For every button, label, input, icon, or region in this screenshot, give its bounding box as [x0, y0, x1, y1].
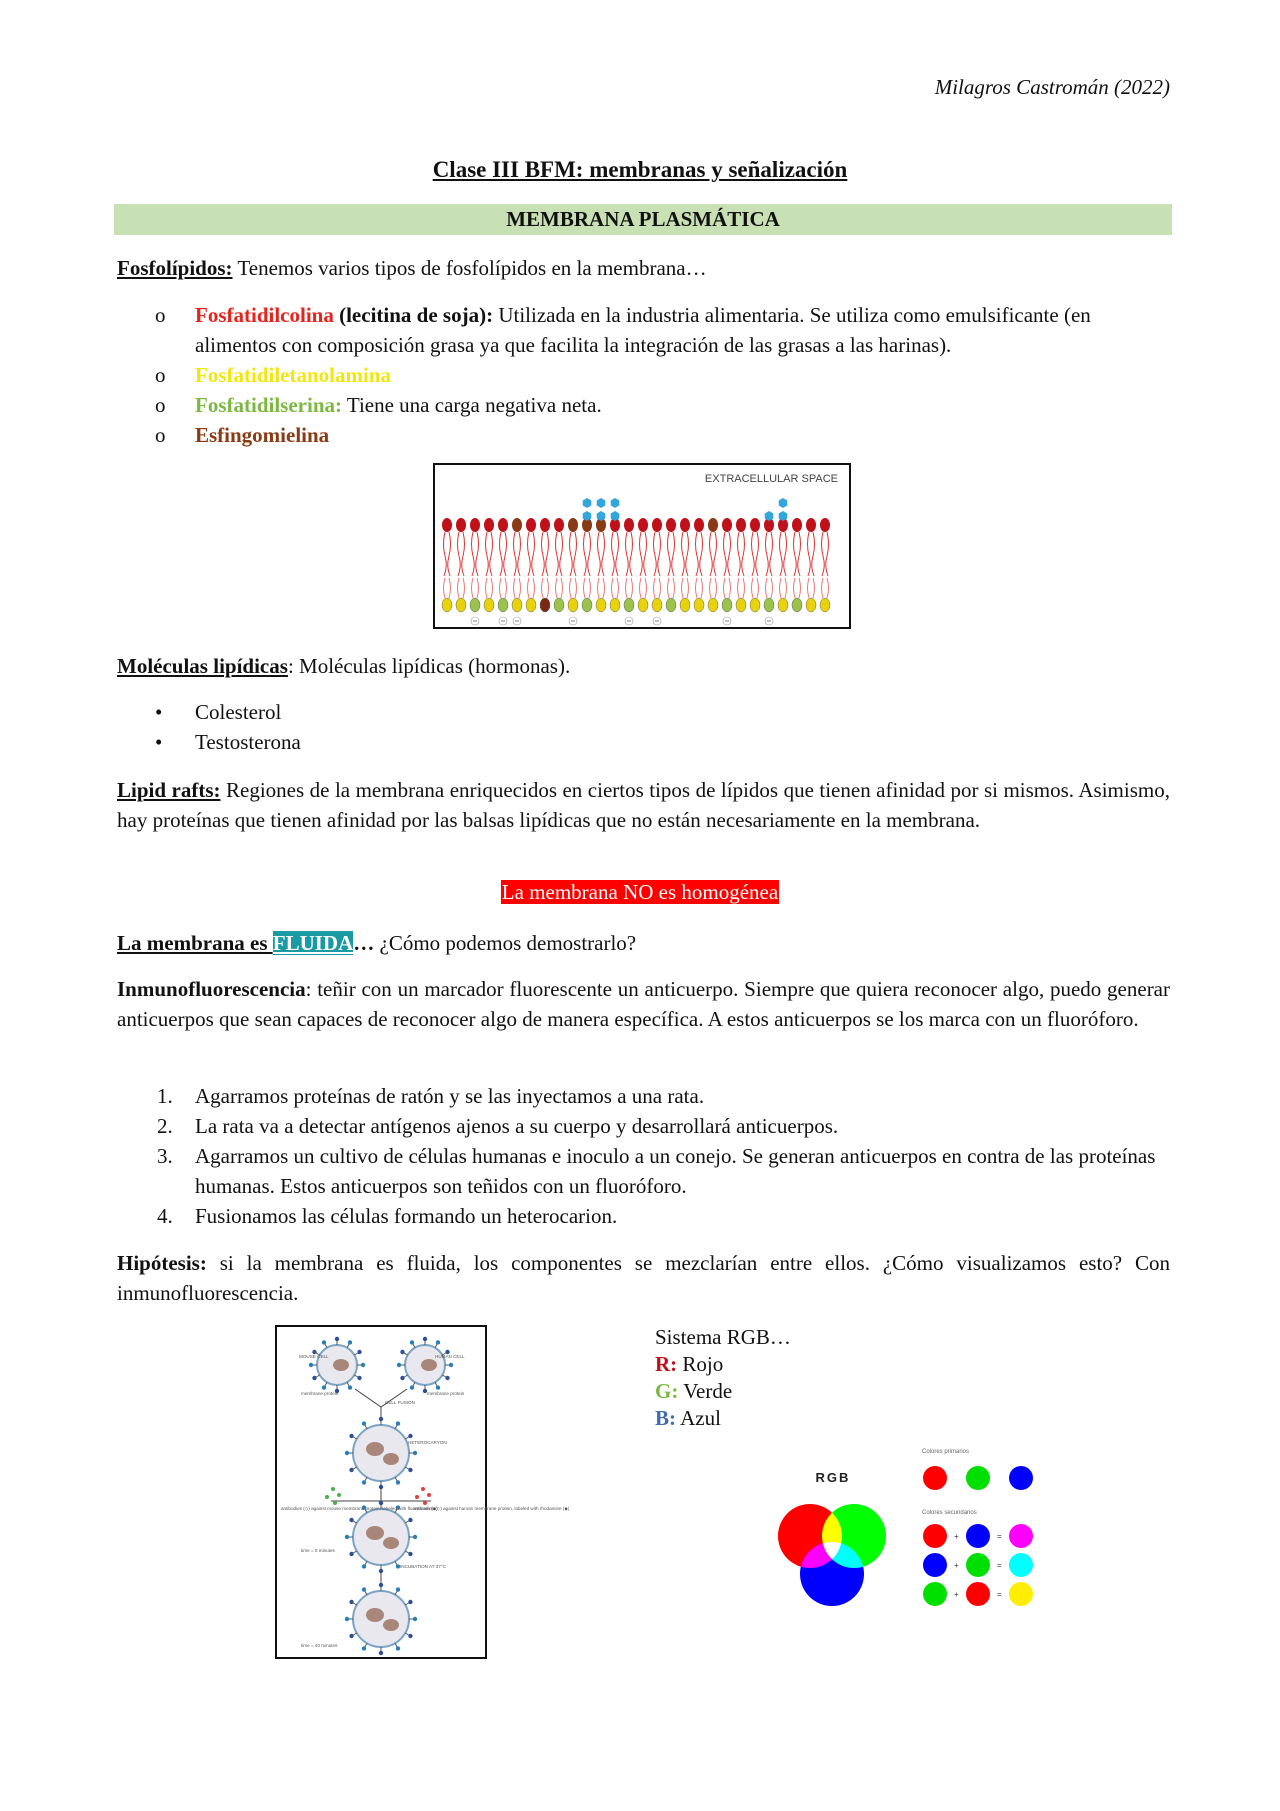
membrane-protein [349, 1634, 353, 1638]
membrane-protein [379, 1501, 383, 1505]
human-cell-label: HUMAN CELL [435, 1354, 465, 1359]
membrane-protein [322, 1340, 326, 1344]
membrane-protein [361, 1363, 365, 1367]
rgb-b-key: B: [655, 1406, 676, 1430]
membrane-protein [408, 1468, 412, 1472]
time-zero-label: time = 0 minutes [301, 1548, 335, 1553]
membrane-protein [309, 1363, 313, 1367]
hipotesis-text: si la membrana es fluida, los componentes se mezclarían entre ellos. ¿Cómo visualizamos esto? Con inmunofluorescencia. [117, 1251, 1170, 1305]
lipid-head-bottom [736, 598, 746, 612]
lipid-head-bottom [778, 598, 788, 612]
membrane-protein [413, 1535, 417, 1539]
equals-sign: = [997, 1590, 1002, 1599]
lipid-head-top [456, 518, 466, 532]
list-item [117, 697, 1170, 727]
lipid-head-top [470, 518, 480, 532]
membrane-protein [396, 1480, 400, 1484]
lipid-head-bottom [484, 598, 494, 612]
extracellular-space-label: EXTRACELLULAR SPACE [704, 473, 838, 485]
lipid-head-top [512, 518, 522, 532]
membrane-protein [349, 1468, 353, 1472]
lipid-head-bottom [652, 598, 662, 612]
venn-circles [778, 1504, 886, 1606]
step-text: Agarramos un cultivo de células humanas e inoculo a un conejo. Se generan anticuerpos en contra de las proteínas humanas. Estos anticuerpos son teñidos con un fluoróforo. [195, 1144, 1156, 1198]
list-marker: o [155, 303, 166, 327]
fluida-paragraph [117, 928, 1170, 958]
membrane-protein [436, 1340, 440, 1344]
primary-green-dot [966, 1466, 990, 1490]
equals-sign: = [997, 1532, 1002, 1541]
fluorescein-antibody [325, 1495, 329, 1499]
membrane-bilayer-figure [433, 463, 851, 629]
secondary-colors-label: Colores secundarios [922, 1510, 977, 1516]
list-marker: o [155, 393, 166, 417]
rhodamine-antibody [421, 1487, 425, 1491]
membrane-protein [362, 1421, 366, 1425]
membrane-protein [413, 1451, 417, 1455]
membrane-protein [400, 1376, 404, 1380]
fluida-highlight: FLUIDA [272, 931, 354, 955]
lipid-head-bottom [442, 598, 452, 612]
lipid-head-top [722, 518, 732, 532]
membrane-protein [423, 1337, 427, 1341]
membrane-protein [362, 1480, 366, 1484]
membrane-protein [449, 1363, 453, 1367]
primary-red-dot [923, 1466, 947, 1490]
antibody-right-label: antibodies (◇) against human membrane protein, labeled with rhodamine (◆) [413, 1506, 570, 1511]
lipid-head-top [666, 518, 676, 532]
membrane-protein [322, 1385, 326, 1389]
testosterona-item: Testosterona [195, 730, 301, 754]
membrane-protein [397, 1363, 401, 1367]
section-heading: MEMBRANA PLASMÁTICA [114, 204, 1172, 235]
lipid-head-top [498, 518, 508, 532]
membrane-protein [410, 1385, 414, 1389]
lipid-head-bottom [568, 598, 578, 612]
primary-blue-dot [1009, 1466, 1033, 1490]
author-header: Milagros Castromán (2022) [934, 75, 1170, 99]
rhodamine-antibody [423, 1501, 427, 1505]
membrane-protein [408, 1518, 412, 1522]
color-mixing-figure [910, 1443, 1040, 1618]
list-item [117, 1081, 1170, 1111]
page-title: Clase III BFM: membranas y señalización [432, 157, 848, 182]
lipid-head-top [568, 518, 578, 532]
moleculas-list [117, 697, 1170, 757]
fosfatidilserina-name: Fosfatidilserina: [195, 393, 342, 417]
inmuno-steps [117, 1081, 1170, 1231]
list-item [117, 1111, 1170, 1141]
mix-yellow-dot [1009, 1582, 1033, 1606]
lipid-head-top [554, 518, 564, 532]
heterocaryon-label: HETEROCARYON [408, 1440, 447, 1445]
lipid-rafts-label: Lipid rafts: [117, 778, 221, 802]
cell-fusion-figure [275, 1325, 570, 1659]
membrane-protein [396, 1646, 400, 1650]
mouse-protein-label: membrane protein [301, 1391, 339, 1396]
lipid-head-bottom [624, 598, 634, 612]
membrane-protein [335, 1337, 339, 1341]
lipid-head-top [442, 518, 452, 532]
mouse-cell-label: MOUSE CELL [299, 1354, 329, 1359]
membrane-protein [357, 1376, 361, 1380]
esfingomielina-name: Esfingomielina [195, 423, 330, 447]
lipid-head-bottom [680, 598, 690, 612]
list-item [117, 1141, 1170, 1201]
fosfatidiletanolamina-name: Fosfatidiletanolamina [195, 363, 392, 387]
lipid-head-top [484, 518, 494, 532]
human-protein-label: membrane protein [427, 1391, 465, 1396]
fosfatidilcolina-name: Fosfatidilcolina [195, 303, 334, 327]
membrane-protein [410, 1340, 414, 1344]
lipid-head-top [736, 518, 746, 532]
moleculas-paragraph [117, 651, 1170, 681]
lipid-head-bottom [666, 598, 676, 612]
mix-magenta-dot [1009, 1524, 1033, 1548]
list-item [117, 390, 1170, 420]
step-text: La rata va a detectar antígenos ajenos a su cuerpo y desarrollará anticuerpos. [195, 1114, 839, 1138]
fosfolipidos-text: Tenemos varios tipos de fosfolípidos en la membrana… [232, 256, 707, 280]
rgb-g-value: Verde [678, 1379, 733, 1403]
equals-sign: = [997, 1561, 1002, 1570]
nucleus [333, 1359, 349, 1371]
rgb-b-line [655, 1405, 791, 1432]
membrane-protein [396, 1421, 400, 1425]
bullet-marker: • [155, 700, 163, 724]
membrane-protein [379, 1651, 383, 1655]
step-number: 1. [157, 1084, 173, 1108]
fosfatidilserina-text: Tiene una carga negativa neta. [342, 393, 602, 417]
lipid-head-bottom [820, 598, 830, 612]
inmuno-paragraph [117, 974, 1170, 1034]
step-text: Agarramos proteínas de ratón y se las inyectamos a una rata. [195, 1084, 705, 1108]
nucleus [383, 1619, 399, 1631]
lipid-head-bottom [498, 598, 508, 612]
membrane-protein [348, 1340, 352, 1344]
lipid-head-bottom [582, 598, 592, 612]
mix-blue-dot [966, 1524, 990, 1548]
rgb-venn-diagram [770, 1460, 896, 1608]
highlight-text: La membrana NO es homogénea [501, 880, 779, 904]
homogeneous-note [0, 880, 1280, 905]
inmuno-text: : teñir con un marcador fluorescente un anticuerpo. Siempre que quiera reconocer algo, puedo generar anticuerpos que sean capaces de reconocer algo de manera específica. A estos anticuerpos se los marca con un fluoróforo. [117, 977, 1170, 1031]
membrane-protein [345, 1535, 349, 1539]
lipid-head-bottom [638, 598, 648, 612]
lipid-head-bottom [792, 598, 802, 612]
nucleus [383, 1453, 399, 1465]
lipid-head-bottom [456, 598, 466, 612]
moleculas-label: Moléculas lipídicas [117, 654, 288, 678]
list-item [117, 727, 1170, 757]
nucleus [366, 1526, 384, 1540]
lipid-head-top [652, 518, 662, 532]
cell-fusion-label: CELL FUSION [385, 1400, 415, 1405]
hipotesis-paragraph [117, 1248, 1170, 1308]
mix-cyan-dot [1009, 1553, 1033, 1577]
membrane-protein [349, 1600, 353, 1604]
rgb-g-key: G: [655, 1379, 679, 1403]
lipid-head-top [624, 518, 634, 532]
plus-sign: + [954, 1532, 959, 1541]
lipid-head-bottom [554, 598, 564, 612]
time-forty-label: time = 40 minutes [301, 1643, 338, 1648]
incubation-label: INCUBATION AT 37°C [400, 1564, 446, 1569]
list-item [117, 1201, 1170, 1231]
lipid-head-top [820, 518, 830, 532]
list-item [117, 420, 1170, 450]
mix-green-dot [923, 1582, 947, 1606]
lipid-head-bottom [806, 598, 816, 612]
hipotesis-label: Hipótesis: [117, 1251, 207, 1275]
lipid-head-top [806, 518, 816, 532]
lipid-head-top [750, 518, 760, 532]
rgb-venn-label: RGB [815, 1470, 851, 1485]
antibody-left-label: antibodies (◇) against mouse membrane protein, labeled with fluorescein (◆) [281, 1506, 438, 1511]
lipid-rafts-paragraph [117, 775, 1170, 835]
lipid-head-bottom [470, 598, 480, 612]
lipid-head-top [526, 518, 536, 532]
step-text: Fusionamos las células formando un heterocarion. [195, 1204, 618, 1228]
lipid-head-bottom [722, 598, 732, 612]
nucleus [366, 1608, 384, 1622]
fosfolipidos-list [117, 300, 1170, 450]
membrane-protein [348, 1385, 352, 1389]
lipid-head-bottom [596, 598, 606, 612]
fluorescein-antibody [337, 1493, 341, 1497]
step-number: 4. [157, 1204, 173, 1228]
rgb-b-value: Azul [676, 1406, 721, 1430]
plus-sign: + [954, 1590, 959, 1599]
lipid-head-top [638, 518, 648, 532]
list-marker: o [155, 423, 166, 447]
nucleus [383, 1537, 399, 1549]
colesterol-item: Colesterol [195, 700, 282, 724]
fosfolipidos-paragraph [117, 253, 1170, 283]
lipid-rafts-text: Regiones de la membrana enriquecidos en ciertos tipos de lípidos que tienen afinidad por si mismos. Asimismo, hay proteínas que tienen afinidad por las balsas lipídicas que no están necesariamente en la membrana. [117, 778, 1170, 832]
lipid-head-bottom [764, 598, 774, 612]
lipid-head-bottom [694, 598, 704, 612]
rgb-r-value: Rojo [677, 1352, 724, 1376]
membrane-protein [408, 1600, 412, 1604]
lipid-head-top [540, 518, 550, 532]
membrane-protein [362, 1564, 366, 1568]
mix-red-dot [923, 1524, 947, 1548]
lipid-head-bottom [708, 598, 718, 612]
nucleus [366, 1442, 384, 1456]
membrane-protein [345, 1617, 349, 1621]
membrane-protein [445, 1376, 449, 1380]
step-number: 3. [157, 1144, 173, 1168]
fosfolipidos-label: Fosfolípidos: [117, 256, 233, 280]
membrane-protein [357, 1350, 361, 1354]
rgb-r-line [655, 1351, 791, 1378]
lipid-head-top [680, 518, 690, 532]
membrane-protein [379, 1417, 383, 1421]
lipid-head-bottom [750, 598, 760, 612]
venn-blue-circle [800, 1542, 864, 1606]
lipid-head-bottom [526, 598, 536, 612]
membrane-protein [408, 1434, 412, 1438]
membrane-protein [349, 1434, 353, 1438]
mix-green-dot [966, 1553, 990, 1577]
bullet-marker: • [155, 730, 163, 754]
mix-red-dot [966, 1582, 990, 1606]
lipid-head-bottom [540, 598, 550, 612]
membrane-protein [312, 1376, 316, 1380]
membrane-protein [400, 1350, 404, 1354]
fluida-dots: … [353, 931, 375, 955]
rgb-r-key: R: [655, 1352, 678, 1376]
moleculas-text: : Moléculas lipídicas (hormonas). [287, 654, 571, 678]
fluorescein-antibody [331, 1487, 335, 1491]
list-item [117, 300, 1170, 360]
plus-sign: + [954, 1561, 959, 1570]
fluorescein-antibody [333, 1501, 337, 1505]
membrane-protein [408, 1634, 412, 1638]
lipid-head-bottom [512, 598, 522, 612]
membrane-protein [349, 1518, 353, 1522]
rgb-title: Sistema RGB… [655, 1325, 791, 1349]
lipid-head-top [708, 518, 718, 532]
fluida-label-pre: La membrana es [117, 931, 273, 955]
list-marker: o [155, 363, 166, 387]
mix-blue-dot [923, 1553, 947, 1577]
membrane-protein [349, 1552, 353, 1556]
primary-colors-label: Colores primarios [922, 1449, 970, 1455]
membrane-protein [436, 1385, 440, 1389]
rhodamine-antibody [415, 1495, 419, 1499]
rgb-legend [655, 1324, 791, 1432]
membrane-protein [396, 1587, 400, 1591]
list-item [117, 360, 1170, 390]
membrane-protein [408, 1552, 412, 1556]
membrane-protein [362, 1587, 366, 1591]
rgb-g-line [655, 1378, 791, 1405]
fosfatidilcolina-text: Utilizada en la industria alimentaria. Se utiliza como emulsificante (en alimentos con composición grasa ya que facilita la integración de las grasas a las harinas). [195, 303, 1091, 357]
lipid-head-top [792, 518, 802, 532]
fluida-text: ¿Cómo podemos demostrarlo? [374, 931, 637, 955]
nucleus [421, 1359, 437, 1371]
step-number: 2. [157, 1114, 173, 1138]
membrane-protein [379, 1583, 383, 1587]
fosfatidilcolina-paren: (lecitina de soja): [333, 303, 494, 327]
lipid-head-bottom [610, 598, 620, 612]
membrane-protein [413, 1617, 417, 1621]
membrane-protein [345, 1451, 349, 1455]
rhodamine-antibody [427, 1493, 431, 1497]
lipid-head-top [694, 518, 704, 532]
membrane-protein [362, 1646, 366, 1650]
inmuno-label: Inmunofluorescencia [117, 977, 306, 1001]
